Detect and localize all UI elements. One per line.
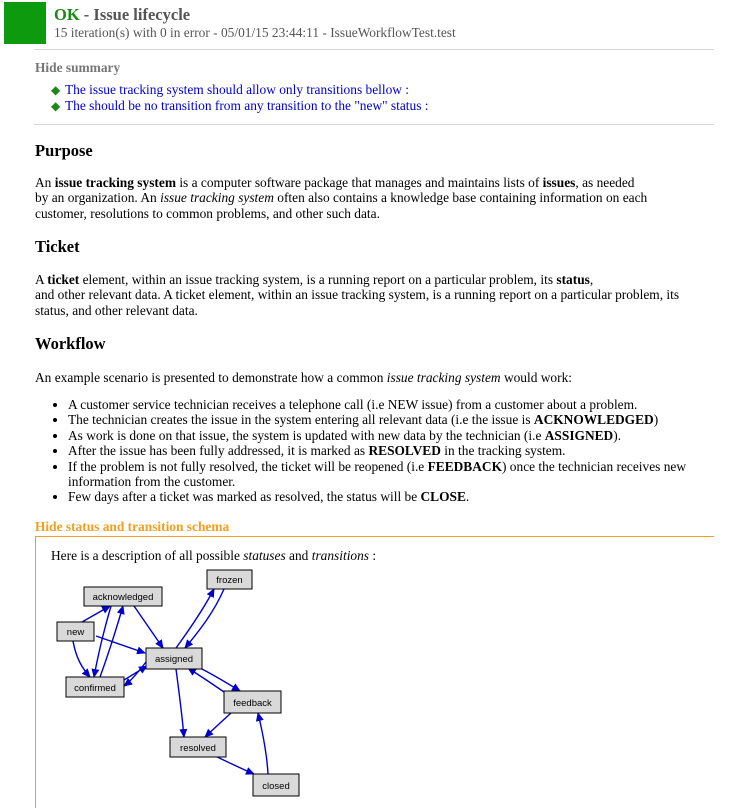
- node-new: [57, 622, 94, 641]
- edge-acknowledged-confirmed: [94, 606, 111, 677]
- status-label: OK: [54, 5, 80, 24]
- node-feedback: [224, 691, 281, 713]
- hide-schema-toggle[interactable]: Hide status and transition schema: [35, 519, 230, 534]
- list-item: • A customer service technician receives a telephone call (i.e NEW issue) from a customer about a problem.: [68, 397, 718, 412]
- edge-confirmed-assigned: [124, 666, 147, 680]
- list-item: • Few days after a ticket was marked as resolved, the status will be CLOSE.: [68, 489, 718, 504]
- node-closed: [253, 774, 299, 796]
- node-label: closed: [262, 781, 290, 792]
- list-item: • The technician creates the issue in the system entering all relevant data (i.e the issue is ACKNOWLEDGED): [68, 412, 718, 427]
- edge-resolved-closed: [215, 756, 254, 774]
- purpose-heading: Purpose: [35, 141, 93, 160]
- node-assigned: [146, 648, 202, 669]
- node-label: confirmed: [74, 683, 116, 694]
- workflow-intro: An example scenario is presented to demonstrate how a common issue tracking system would work:: [35, 370, 573, 385]
- schema-intro: Here is a description of all possible statuses and transitions :: [51, 548, 377, 563]
- diamond-icon: ◆: [51, 83, 61, 97]
- node-resolved: [170, 737, 226, 757]
- report-name: Issue lifecycle: [93, 5, 191, 24]
- report-subtitle: 15 iteration(s) with 0 in error - 05/01/15 23:44:11 - IssueWorkflowTest.test: [54, 25, 456, 40]
- list-item: • If the problem is not fully resolved, the ticket will be reopened (i.e FEEDBACK) once the technician receives new information from the customer.: [68, 459, 718, 490]
- hide-summary-toggle[interactable]: Hide summary: [35, 60, 121, 75]
- node-label: resolved: [180, 743, 216, 754]
- node-acknowledged: [84, 587, 162, 606]
- node-label: assigned: [154, 654, 194, 665]
- edge-new-assigned: [96, 636, 145, 653]
- edge-frozen-assigned: [185, 589, 224, 648]
- ticket-paragraph: A ticket element, within an issue tracking system, is a running report on a particular problem, its status, and other relevant data. A ticket element, within an issue tracking system, is a running report on a particular problem, its status, and other relevant data.: [35, 272, 680, 318]
- workflow-heading: Workflow: [35, 334, 106, 353]
- title-separator: -: [79, 5, 94, 24]
- edge-confirmed-acknowledged: [100, 606, 123, 677]
- edge-new-confirmed: [73, 641, 90, 677]
- node-label: acknowledged: [92, 592, 154, 603]
- summary-item-text: The issue tracking system should allow only transitions bellow :: [65, 82, 410, 97]
- edge-acknowledged-assigned: [134, 606, 163, 648]
- node-confirmed: [66, 677, 124, 697]
- node-label: frozen: [216, 575, 243, 586]
- edge-assigned-resolved: [176, 669, 184, 737]
- summary-item-text: The should be no transition from any transition to the "new" status :: [65, 98, 429, 113]
- list-item: • As work is done on that issue, the system is updated with new data by the technician (i.e ASSIGNED).: [68, 428, 718, 443]
- ticket-heading: Ticket: [35, 237, 80, 256]
- list-item: • After the issue has been fully addressed, it is marked as RESOLVED in the tracking system.: [68, 443, 718, 458]
- node-label: feedback: [233, 698, 272, 709]
- node-frozen: [207, 570, 252, 589]
- edge-new-acknowledged: [82, 606, 110, 622]
- diamond-icon: ◆: [51, 99, 61, 113]
- node-label: new: [66, 627, 85, 638]
- edge-feedback-resolved: [205, 712, 232, 737]
- purpose-paragraph: An issue tracking system is a computer software package that manages and maintains lists of issues, as needed by an organization. An issue tracking system often also contains a knowledge base containing information on each customer, resolutions to common problems, and other such data.: [35, 175, 648, 221]
- edge-closed-feedback: [258, 713, 268, 774]
